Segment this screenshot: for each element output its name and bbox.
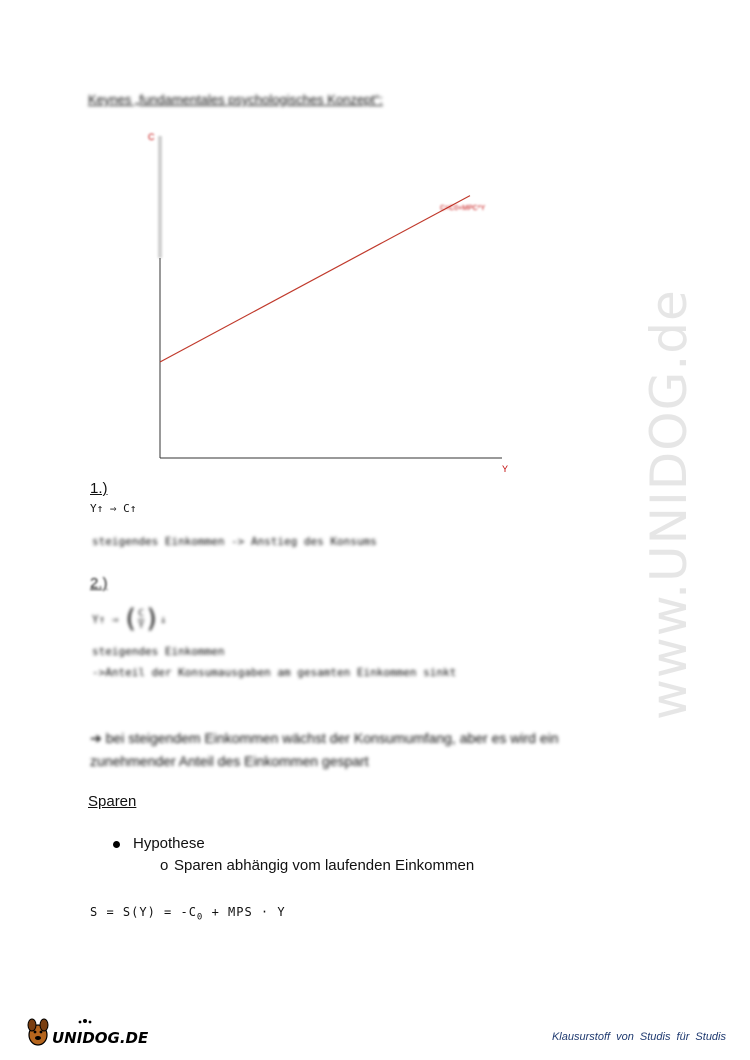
- section-1-number: 1.): [90, 480, 108, 497]
- dog-icon: [28, 1019, 48, 1045]
- arrow-icon: ➔: [90, 730, 102, 746]
- frac-bottom: Y: [138, 619, 145, 631]
- subbullet-text: Sparen abhängig vom laufenden Einkommen: [174, 857, 475, 874]
- formula-rest: + MPS · Y: [203, 905, 286, 919]
- section-2-line1: steigendes Einkommen: [92, 645, 225, 658]
- subbullet-item: [160, 857, 474, 874]
- subbullet-marker: o: [160, 857, 169, 874]
- section-1-formula: Y↑ ⇒ C↑: [90, 502, 137, 515]
- y-axis-label: C: [148, 132, 155, 142]
- series-layer: [160, 196, 470, 362]
- paw-icon: [79, 1019, 92, 1023]
- consumption-line-0: [160, 196, 470, 362]
- section-2-number: 2.): [90, 575, 108, 592]
- saving-formula: [90, 905, 286, 922]
- unidog-logo[interactable]: [22, 1013, 152, 1049]
- bullet-text: Hypothese: [133, 835, 205, 852]
- sparen-heading: Sparen: [88, 793, 137, 810]
- conclusion-line1: bei steigendem Einkommen wächst der Konsumumfang, aber es wird ein: [105, 730, 559, 746]
- page-heading: Keynes „fundamentales psychologisches Konzept“:: [88, 92, 383, 107]
- formula-sub: 0: [196, 912, 204, 923]
- section-2-formula: Y↑ ⇒ ( C Y ) ↓: [92, 604, 167, 634]
- footer-tagline: Klausurstoff von Studis für Studis: [551, 1031, 726, 1043]
- line-label: C=C0+MPC*Y: [440, 205, 486, 212]
- conclusion: [90, 727, 650, 773]
- frac-top: C: [138, 607, 145, 619]
- bullet-item: [113, 835, 205, 852]
- consumption-chart: [140, 128, 520, 478]
- watermark: www.UNIDOG.de: [640, 289, 698, 720]
- x-axis-label: Y: [502, 464, 509, 474]
- formula-prefix: Y↑ ⇒: [92, 612, 119, 626]
- conclusion-line2: zunehmender Anteil des Einkommen gespart: [90, 753, 369, 769]
- formula-suffix: ↓: [159, 612, 167, 626]
- logo-text: UNIDOG.DE: [52, 1029, 149, 1047]
- formula-main: S = S(Y) = -C: [90, 905, 197, 919]
- section-1-text: steigendes Einkommen -> Anstieg des Konsums: [92, 535, 377, 548]
- bullet-dot-icon: [113, 841, 120, 848]
- section-2-line2: ->Anteil der Konsumausgaben am gesamten Einkommen sinkt: [92, 666, 457, 679]
